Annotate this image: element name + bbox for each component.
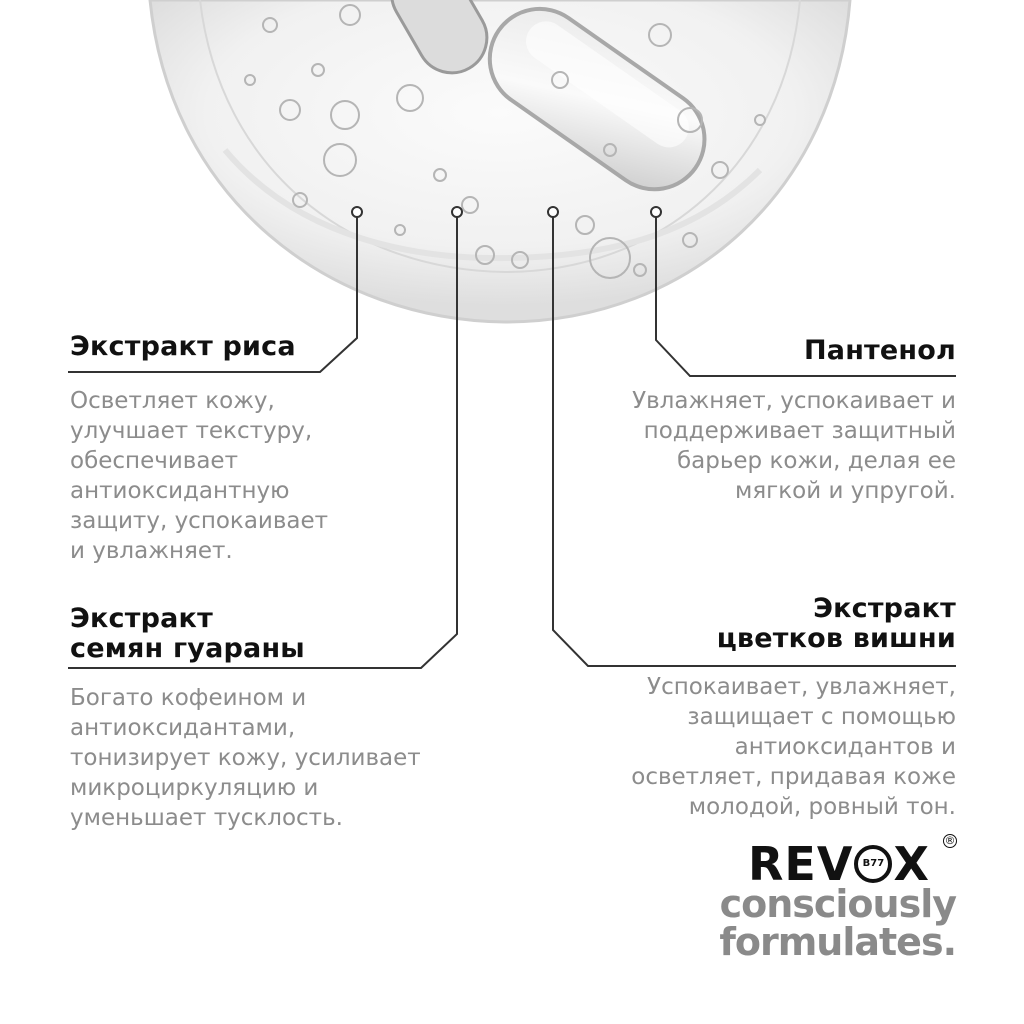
logo-brand-left: REV: [748, 837, 854, 891]
callout-dot-rice: [352, 207, 362, 217]
registered-icon: ®: [944, 834, 956, 847]
callout-dot-panthenol: [651, 207, 661, 217]
logo-brand-right: X: [893, 837, 930, 891]
guarana-extract-description: Богато кофеином и антиоксидантами, тонизирует кожу, усиливает микроциркуляцию и уменьшает тусклость.: [70, 685, 421, 831]
tagline-line-2: formulates.: [719, 920, 956, 964]
rice-extract-title: Экстракт риса: [70, 331, 296, 362]
cherry-extract-title: Экстракт цветков вишни: [716, 593, 956, 654]
guarana-extract-title: Экстракт семян гуараны: [70, 603, 305, 664]
callout-dot-guarana: [452, 207, 462, 217]
tagline-line-1: consciously: [719, 882, 956, 926]
panthenol-description: Увлажняет, успокаивает и поддерживает защитный барьер кожи, делая ее мягкой и упругой.: [632, 388, 956, 504]
rice-extract-description: Осветляет кожу, улучшает текстуру, обеспечивает антиоксидантную защиту, успокаивает и увлажняет.: [70, 388, 329, 564]
panthenol-title: Пантенол: [803, 335, 956, 366]
b77-badge-icon: B77: [854, 845, 892, 883]
cherry-extract-description: Успокаивает, увлажняет, защищает с помощью антиоксидантов и осветляет, придавая коже молодой, ровный тон.: [631, 674, 956, 820]
callout-dot-cherry: [548, 207, 558, 217]
